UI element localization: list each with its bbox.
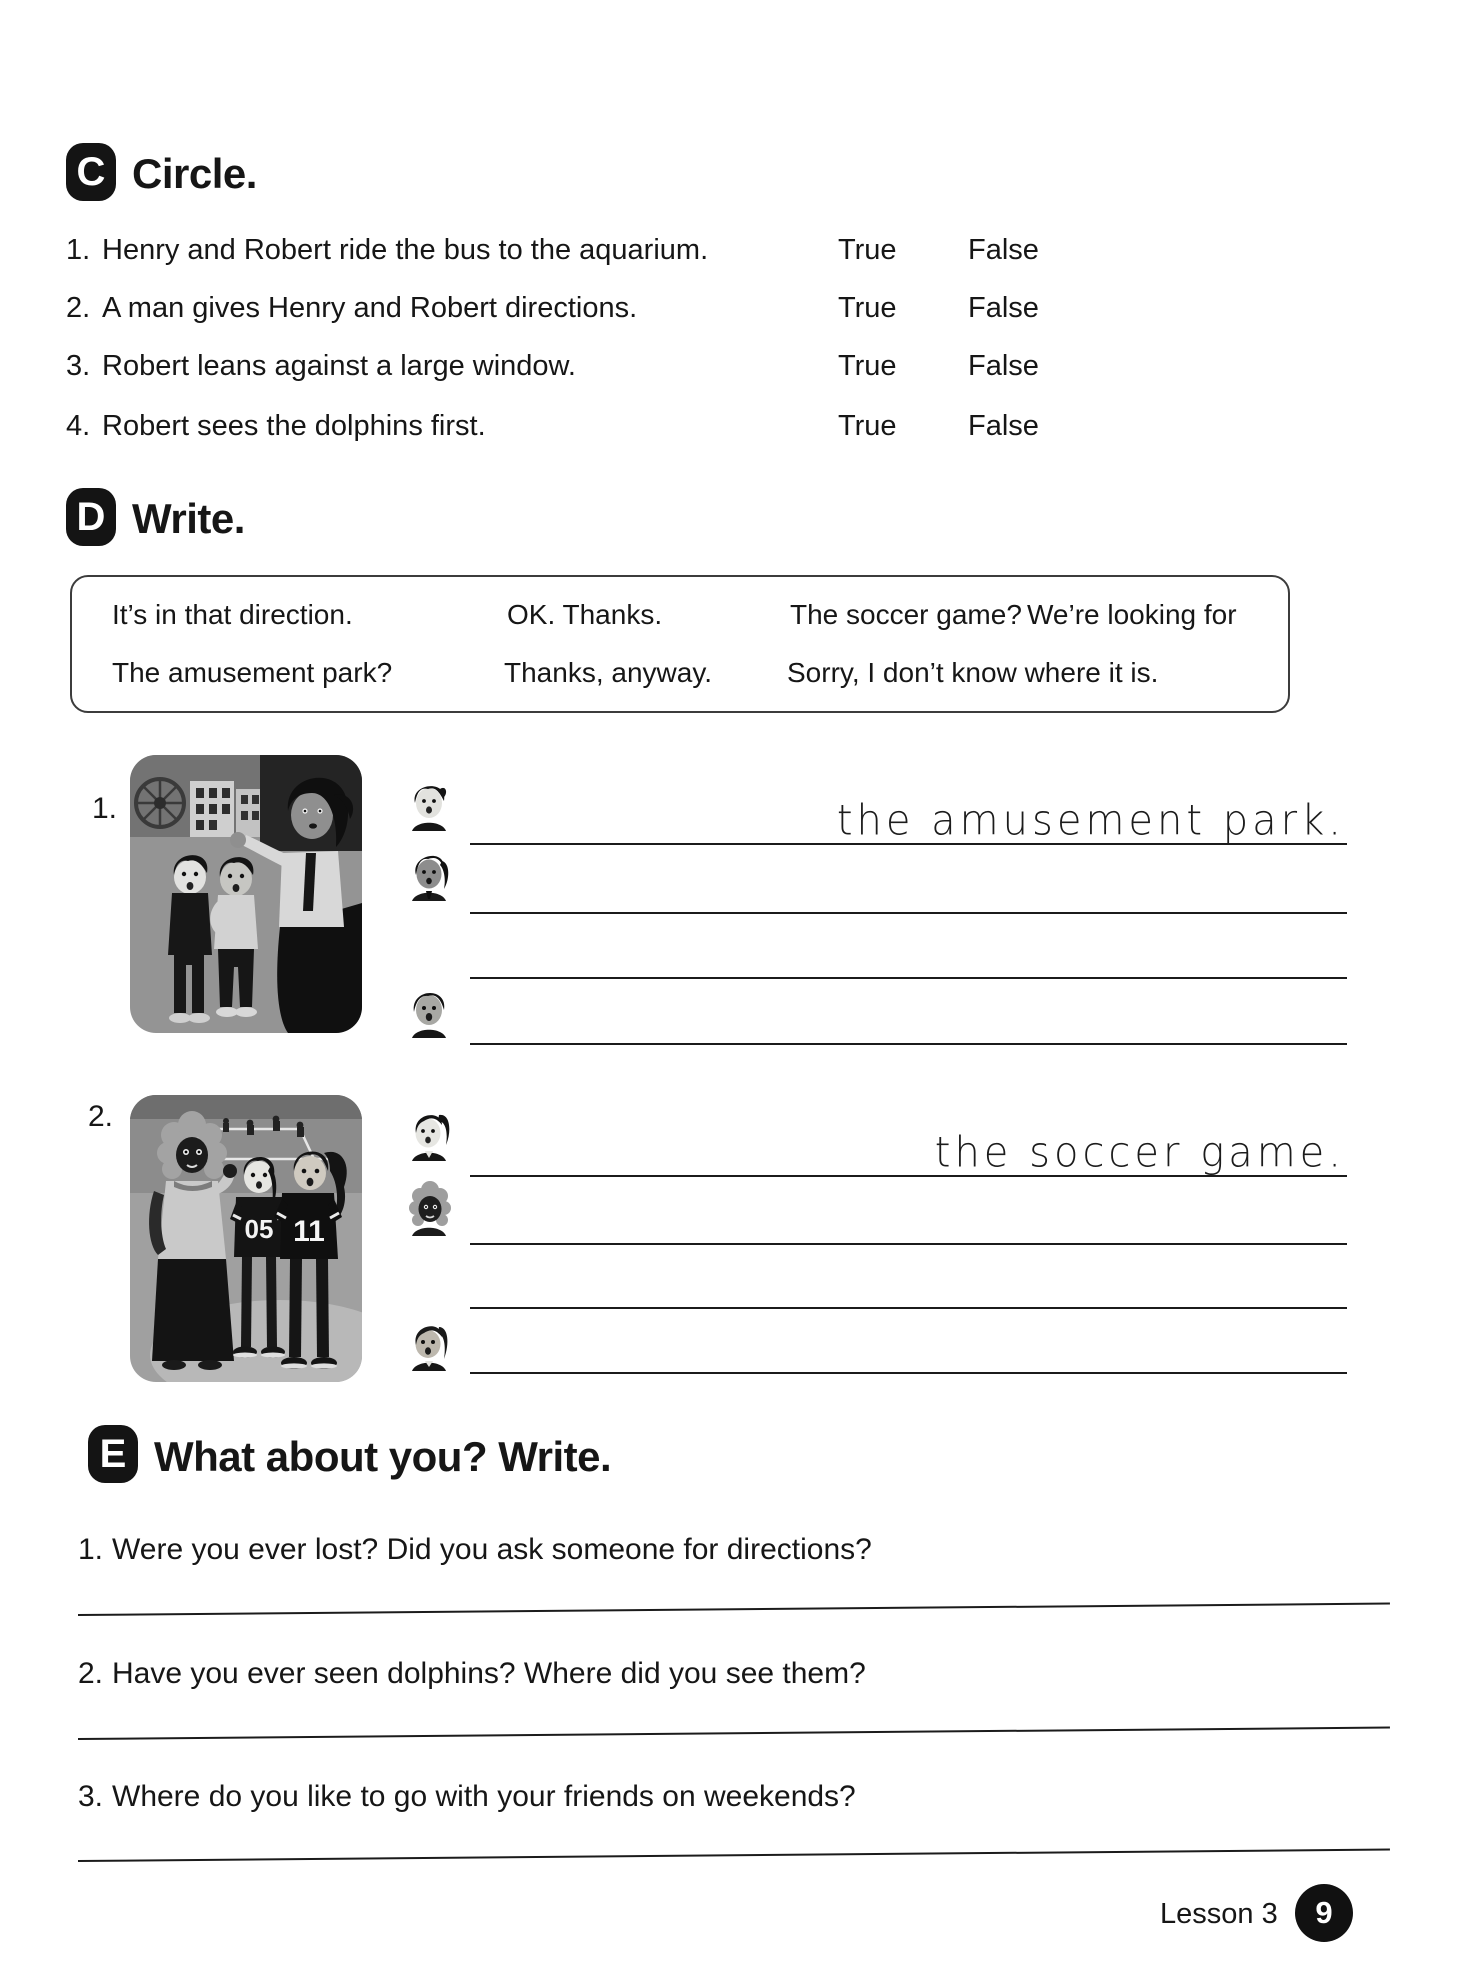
face-icon-girl-ponytail [406, 1105, 452, 1161]
statement-number: 1. [66, 234, 91, 266]
question-number: 2. [78, 1657, 104, 1690]
word-bank-phrase: It’s in that direction. [112, 599, 353, 630]
section-e-title: What about you? Write. [154, 1433, 612, 1480]
writing-line[interactable] [470, 977, 1347, 979]
handwritten-answer: the soccer game. [934, 1129, 1345, 1177]
false-option[interactable]: False [968, 292, 1039, 324]
jersey-number-05: 05 [244, 1214, 274, 1244]
jersey-number-11: 11 [293, 1215, 325, 1248]
footer-lesson-label: Lesson 3 [1160, 1898, 1278, 1930]
question-text: Where do you like to go with your friends on weekends? [112, 1780, 856, 1813]
exercise-number: 1. [92, 792, 118, 825]
question-number: 3. [78, 1780, 104, 1813]
false-option[interactable]: False [968, 410, 1039, 442]
question-row [78, 1780, 856, 1814]
question-text: Were you ever lost? Did you ask someone for directions? [112, 1533, 872, 1566]
section-c-title: Circle. [132, 150, 257, 197]
page-number-badge: 9 [1295, 1884, 1353, 1942]
true-option[interactable]: True [838, 292, 897, 324]
amusement-park-scene-illustration [130, 755, 362, 1033]
writing-line[interactable] [470, 1243, 1347, 1245]
word-bank-phrase: OK. Thanks. [507, 599, 663, 630]
false-option[interactable]: False [968, 234, 1039, 266]
false-option[interactable]: False [968, 350, 1039, 382]
word-bank-phrase: Thanks, anyway. [504, 657, 713, 688]
section-e-badge: E [88, 1425, 138, 1483]
writing-line[interactable] [470, 1372, 1347, 1374]
question-text: Have you ever seen dolphins? Where did you see them? [112, 1657, 866, 1690]
word-bank-phrase: The soccer game? [790, 599, 1022, 630]
question-row [78, 1657, 866, 1691]
true-option[interactable]: True [838, 350, 897, 382]
writing-line[interactable] [470, 1307, 1347, 1309]
handwritten-answer: the amusement park. [836, 797, 1345, 845]
writing-line[interactable] [470, 1175, 1347, 1177]
word-bank-phrase: The amusement park? [112, 657, 393, 688]
tf-statement: Henry and Robert ride the bus to the aquarium. [102, 234, 709, 266]
question-row [78, 1533, 872, 1567]
answer-line[interactable] [78, 1849, 1390, 1862]
tf-statement: A man gives Henry and Robert directions. [102, 292, 638, 324]
section-d-title: Write. [132, 495, 245, 542]
writing-line[interactable] [470, 1043, 1347, 1045]
soccer-field-scene-illustration [130, 1095, 362, 1382]
word-bank-phrase: We’re looking for [1027, 599, 1237, 630]
tf-statement: Robert sees the dolphins first. [102, 410, 486, 442]
section-c-badge: C [66, 143, 116, 201]
true-option[interactable]: True [838, 234, 897, 266]
statement-number: 3. [66, 350, 91, 382]
exercise-2-picture-soccer-field-scene [130, 1095, 362, 1382]
exercise-number: 2. [88, 1100, 114, 1133]
face-icon-woman-curly-hair [406, 1180, 452, 1236]
answer-line[interactable] [78, 1727, 1390, 1740]
writing-line[interactable] [470, 912, 1347, 914]
answer-line[interactable] [78, 1603, 1390, 1616]
true-option[interactable]: True [838, 410, 897, 442]
writing-line[interactable] [470, 843, 1347, 845]
tf-statement: Robert leans against a large window. [102, 350, 576, 382]
word-bank [70, 575, 1290, 713]
face-icon-boy [406, 982, 452, 1038]
face-icon-officer-woman [406, 845, 452, 901]
question-number: 1. [78, 1533, 104, 1566]
face-icon-girl-pigtails [406, 1315, 452, 1371]
statement-number: 4. [66, 410, 91, 442]
section-d-badge: D [66, 488, 116, 546]
word-bank-phrase: Sorry, I don’t know where it is. [787, 657, 1159, 688]
exercise-1-picture-amusement-park-scene [130, 755, 362, 1033]
face-icon-boy [406, 775, 452, 831]
statement-number: 2. [66, 292, 91, 324]
